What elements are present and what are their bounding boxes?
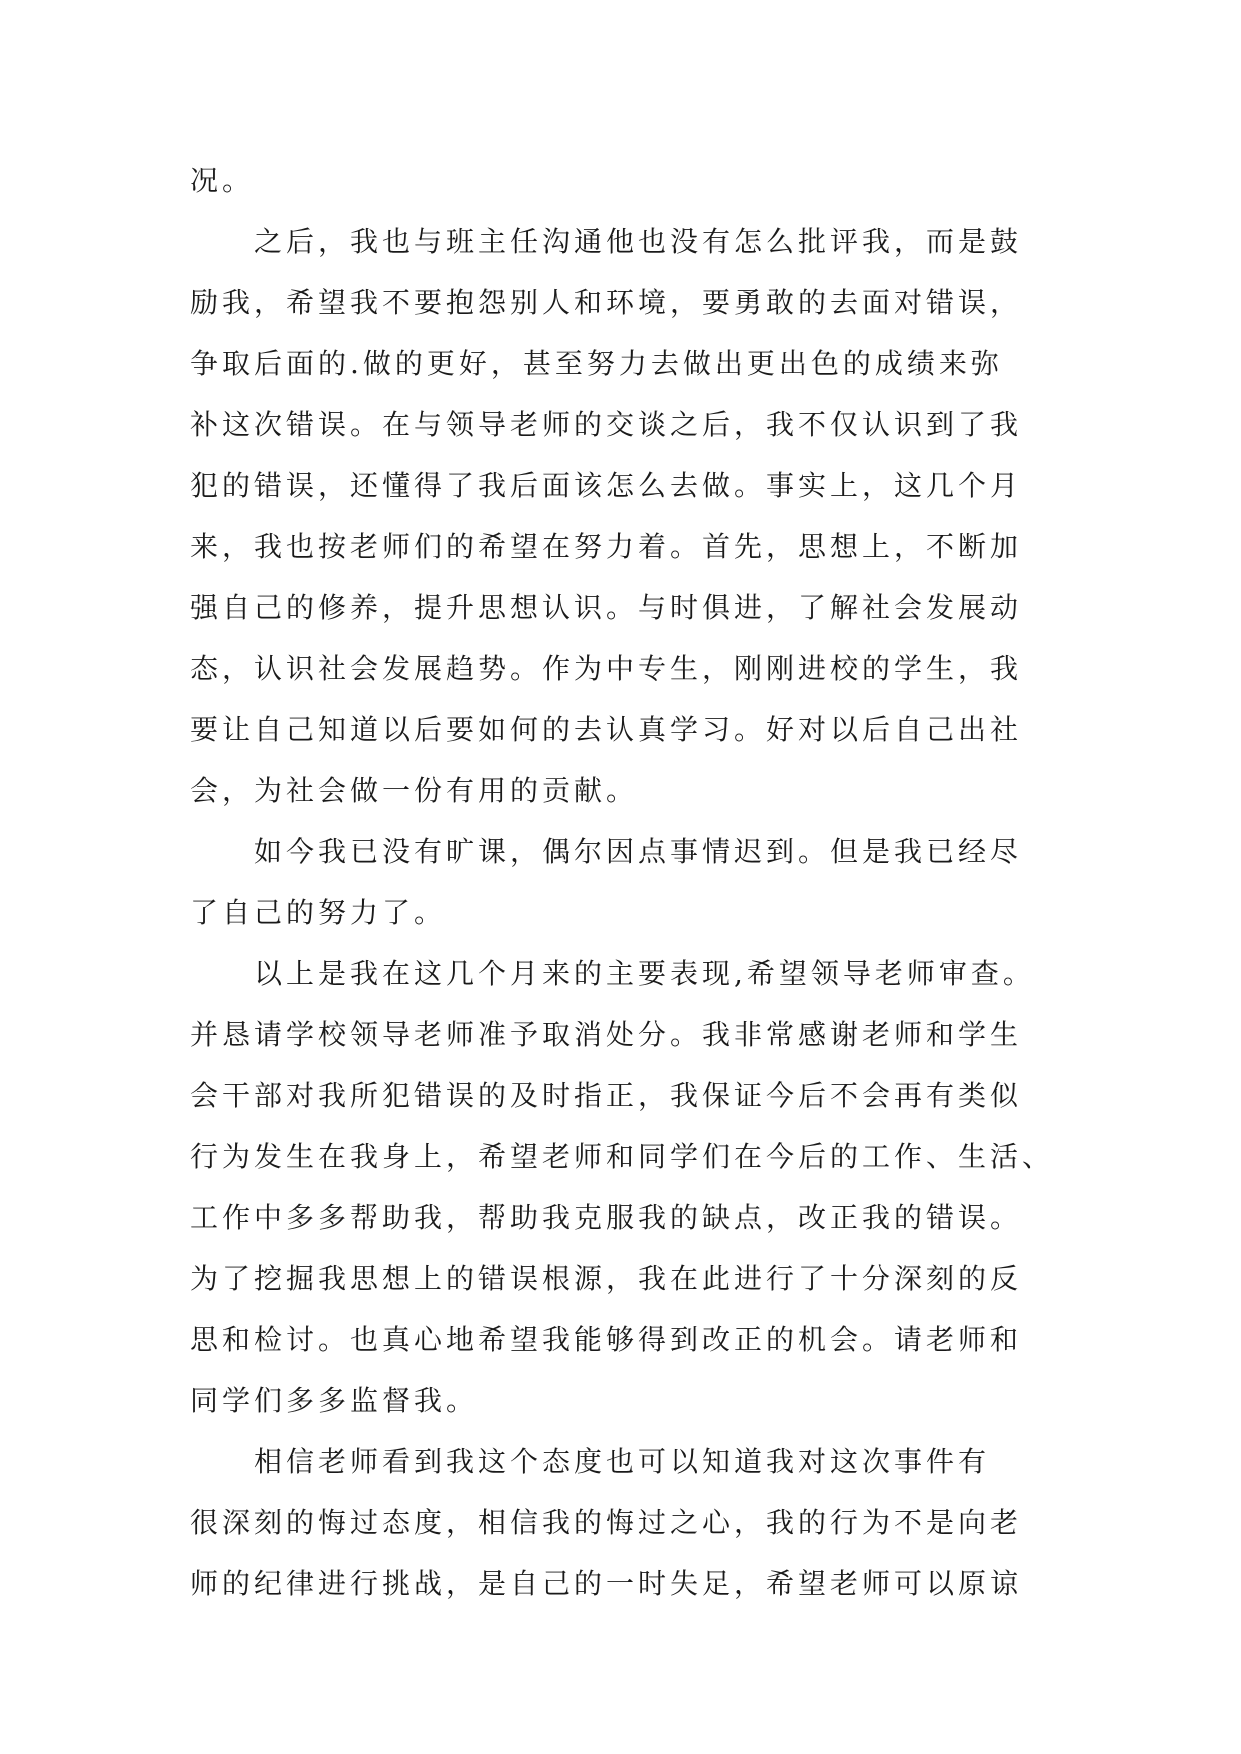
- paragraph-start-line: 如今我已没有旷课，偶尔因点事情迟到。但是我已经尽: [254, 835, 1023, 868]
- text-line: 为了挖掘我思想上的错误根源，我在此进行了十分深刻的反: [190, 1262, 1023, 1295]
- text-line: 励我，希望我不要抱怨别人和环境，要勇敢的去面对错误，: [190, 286, 1023, 319]
- text-line: 会，为社会做一份有用的贡献。: [190, 774, 639, 807]
- text-line: 师的纪律进行挑战，是自己的一时失足，希望老师可以原谅: [190, 1567, 1023, 1600]
- text-line: 来，我也按老师们的希望在努力着。首先，思想上，不断加: [190, 530, 1023, 563]
- text-line: 补这次错误。在与领导老师的交谈之后，我不仅认识到了我: [190, 408, 1023, 441]
- text-line: 犯的错误，还懂得了我后面该怎么去做。事实上，这几个月: [190, 469, 1023, 502]
- paragraph-start-line: 之后，我也与班主任沟通他也没有怎么批评我，而是鼓: [254, 225, 1023, 258]
- text-line: 行为发生在我身上，希望老师和同学们在今后的工作、生活、: [190, 1140, 1055, 1173]
- text-line: 并恳请学校领导老师准予取消处分。我非常感谢老师和学生: [190, 1018, 1023, 1051]
- paragraph-start-line: 相信老师看到我这个态度也可以知道我对这次事件有: [254, 1445, 991, 1478]
- text-line: 工作中多多帮助我，帮助我克服我的缺点，改正我的错误。: [190, 1201, 1023, 1234]
- text-line: 同学们多多监督我。: [190, 1384, 479, 1417]
- text-line: 会干部对我所犯错误的及时指正，我保证今后不会再有类似: [190, 1079, 1023, 1112]
- text-line: 争取后面的.做的更好，甚至努力去做出更出色的成绩来弥: [190, 347, 1003, 380]
- text-line: 思和检讨。也真心地希望我能够得到改正的机会。请老师和: [190, 1323, 1023, 1356]
- text-line: 了自己的努力了。: [190, 896, 447, 929]
- text-line: 强自己的修养，提升思想认识。与时俱进，了解社会发展动: [190, 591, 1023, 624]
- text-line: 态，认识社会发展趋势。作为中专生，刚刚进校的学生，我: [190, 652, 1023, 685]
- text-line: 况。: [190, 164, 255, 197]
- paragraph-start-line: 以上是我在这几个月来的主要表现,希望领导老师审查。: [254, 957, 1035, 990]
- text-line: 要让自己知道以后要如何的去认真学习。好对以后自己出社: [190, 713, 1023, 746]
- text-line: 很深刻的悔过态度，相信我的悔过之心，我的行为不是向老: [190, 1506, 1023, 1539]
- document-body: [190, 150, 1070, 1614]
